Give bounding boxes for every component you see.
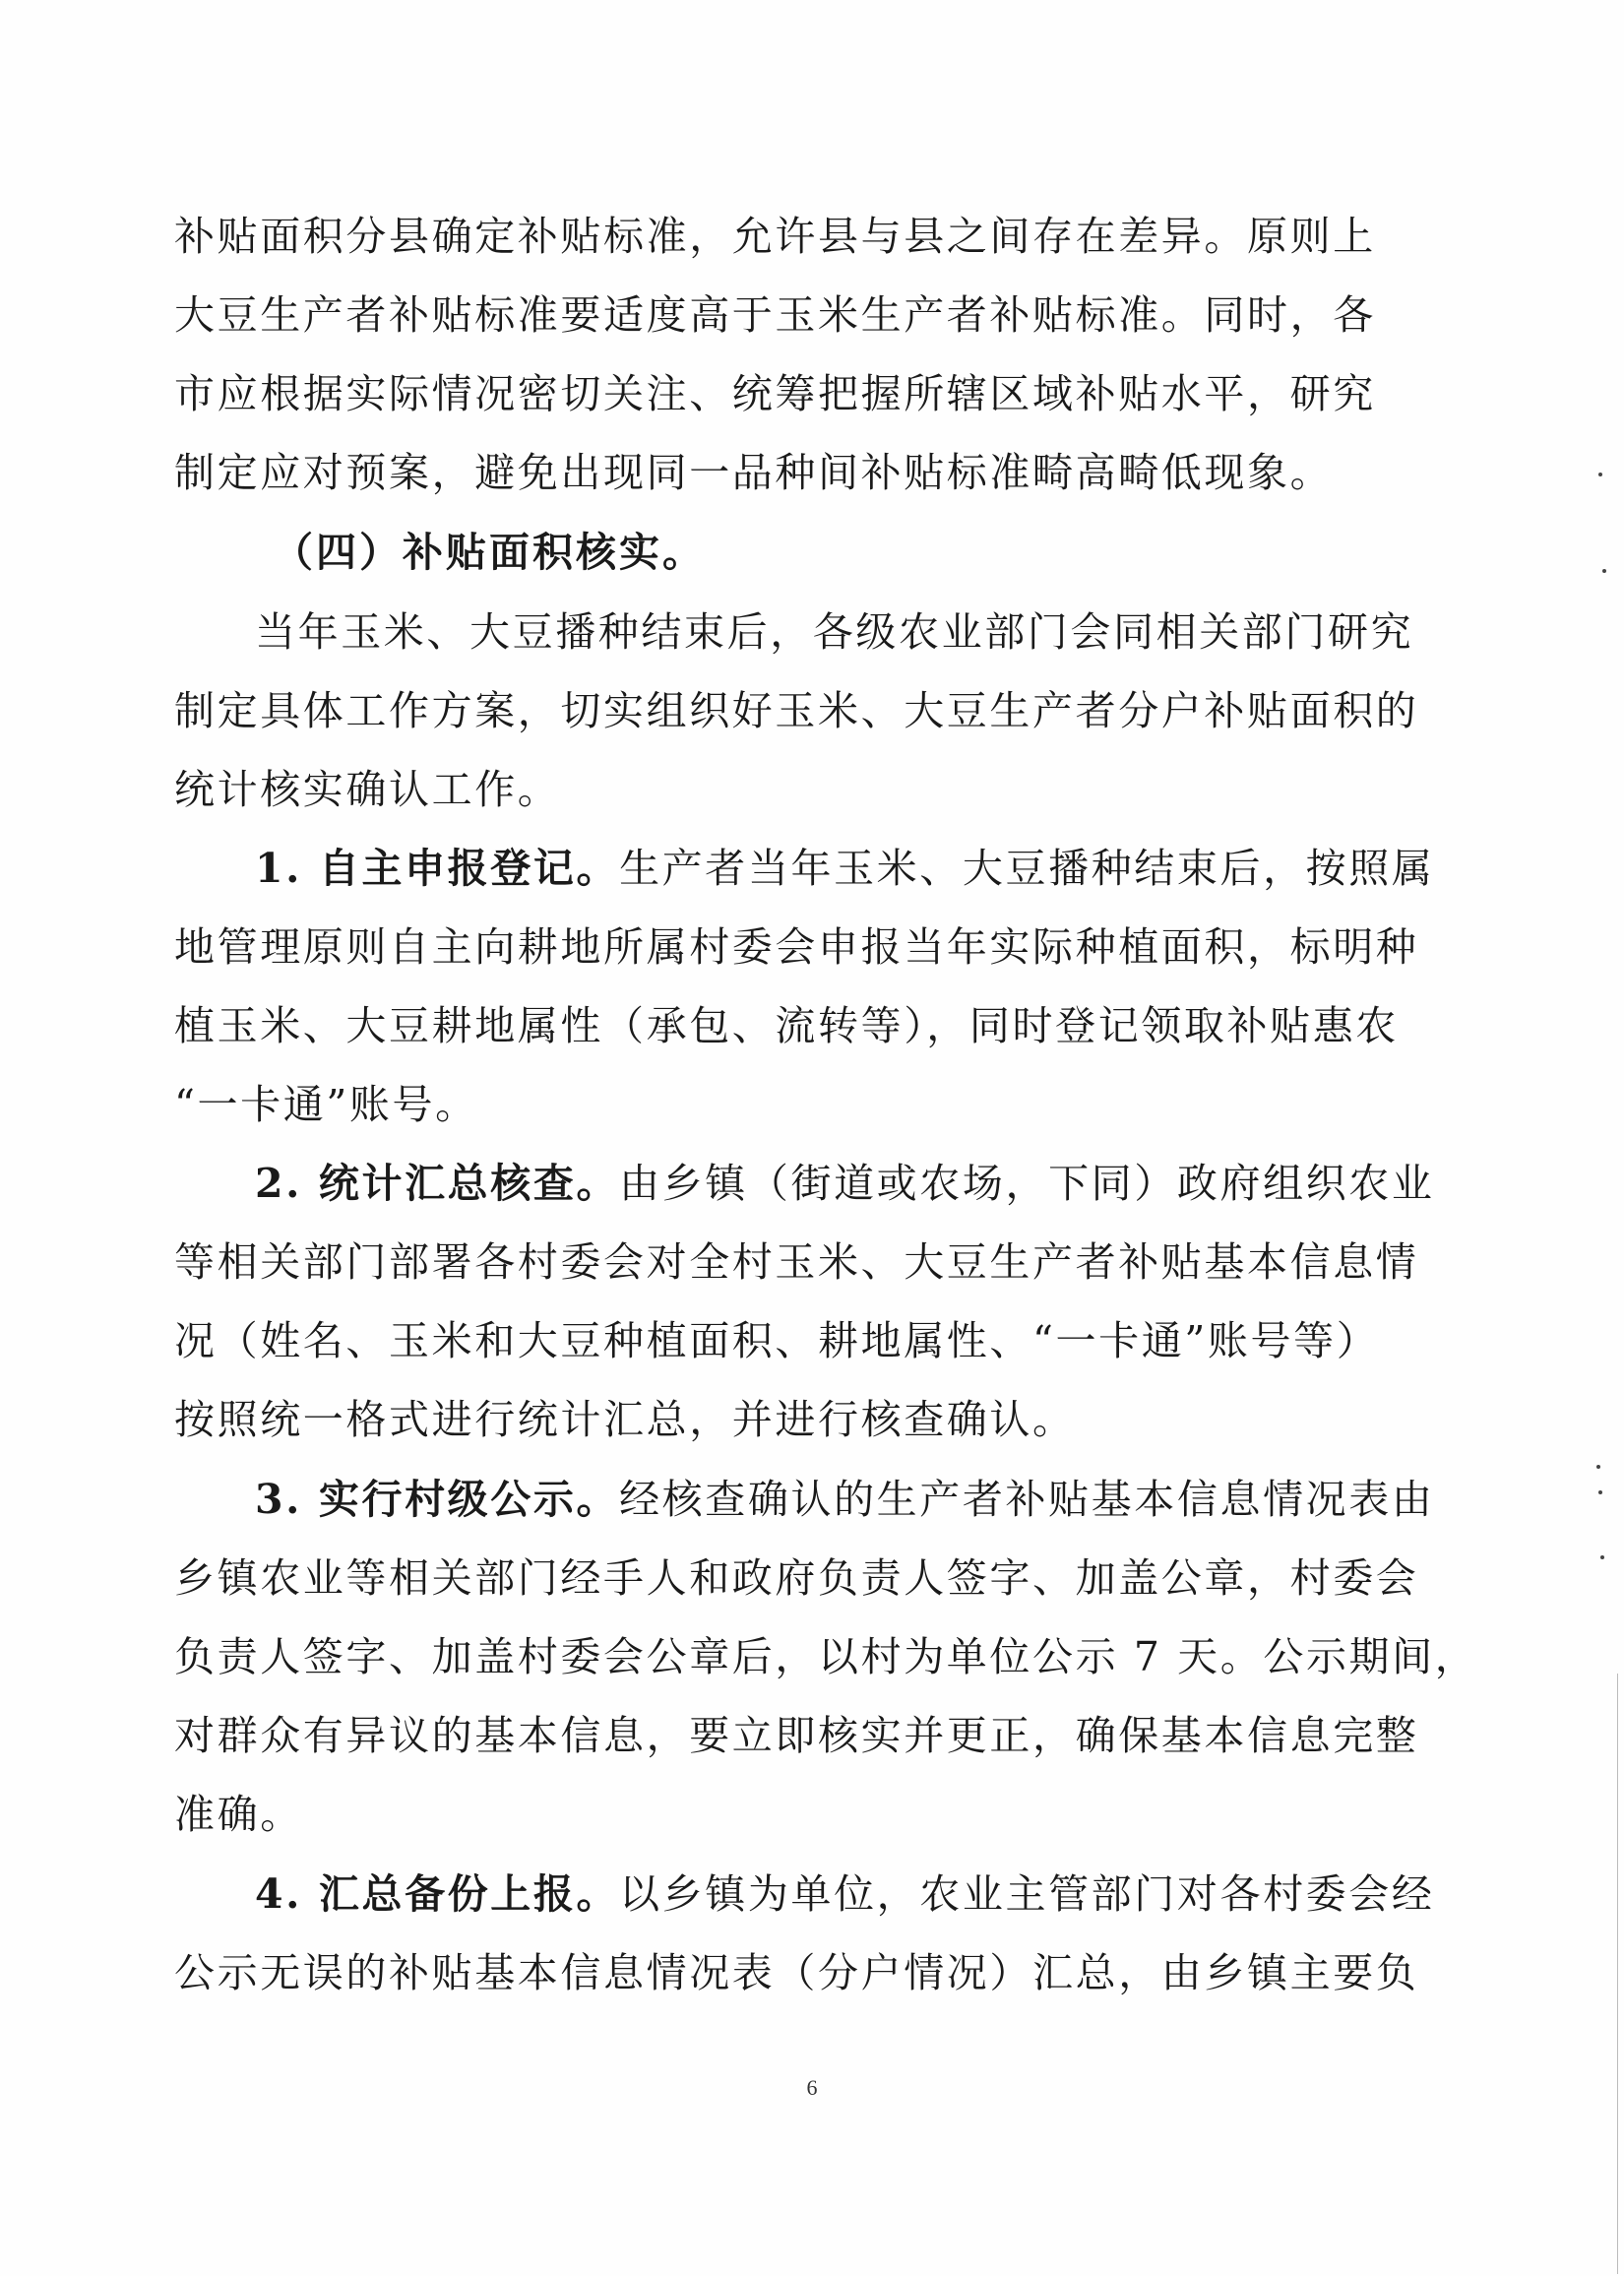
scan-edge-line — [1617, 1674, 1618, 2274]
line-text: 市应根据实际情况密切关注、统筹把握所辖区域补贴水平，研究 — [174, 370, 1376, 417]
paragraph-line — [174, 448, 1333, 497]
paragraph-line — [174, 1790, 303, 1839]
line-text: 准确。 — [174, 1791, 303, 1838]
line-text: 经核查确认的生产者补贴基本信息情况表由 — [619, 1476, 1435, 1523]
scan-speck — [1602, 569, 1606, 573]
line-text: 况（姓名、玉米和大豆种植面积、耕地属性、“一卡通”账号等） — [174, 1317, 1380, 1364]
scan-speck — [1600, 1555, 1604, 1559]
line-text: 制定应对预案，避免出现同一品种间补贴标准畸高畸低现象。 — [174, 449, 1334, 496]
scan-speck — [1598, 1490, 1602, 1494]
item-heading: 2. 统计汇总核查。 — [255, 1160, 620, 1207]
line-text: 植玉米、大豆耕地属性（承包、流转等），同时登记领取补贴惠农 — [174, 1002, 1399, 1049]
paragraph-line — [174, 1080, 478, 1129]
line-text: 生产者当年玉米、大豆播种结束后，按照属 — [619, 845, 1435, 892]
line-text: 补贴面积分县确定补贴标准，允许县与县之间存在差异。原则上 — [174, 213, 1376, 260]
paragraph-line — [255, 1869, 1434, 1919]
item-heading: 4. 汇总备份上报。 — [255, 1870, 620, 1918]
paragraph-line — [174, 1001, 1399, 1050]
line-text: 对群众有异议的基本信息，要立即核实并更正，确保基本信息完整 — [174, 1712, 1419, 1759]
paragraph-line — [174, 1316, 1379, 1365]
line-text: 大豆生产者补贴标准要适度高于玉米生产者补贴标准。同时，各 — [174, 291, 1376, 339]
paragraph-line — [255, 1159, 1434, 1208]
line-text: 以乡镇为单位，农业主管部门对各村委会经 — [619, 1870, 1435, 1918]
line-text: 公示无误的补贴基本信息情况表（分户情况）汇总，由乡镇主要负 — [174, 1949, 1419, 1996]
line-text: 制定具体工作方案，切实组织好玉米、大豆生产者分户补贴面积的 — [174, 687, 1419, 734]
line-text: 当年玉米、大豆播种结束后，各级农业部门会同相关部门研究 — [255, 608, 1414, 656]
paragraph-line — [174, 1711, 1418, 1760]
paragraph-line — [255, 844, 1434, 893]
paragraph-line — [174, 290, 1376, 340]
paragraph-line — [174, 1553, 1418, 1603]
paragraph-line — [255, 1475, 1434, 1524]
paragraph-line — [174, 922, 1418, 972]
line-text: 按照统一格式进行统计汇总，并进行核查确认。 — [174, 1396, 1076, 1443]
paragraph-line — [174, 1395, 1076, 1444]
paragraph-line — [174, 1948, 1418, 1997]
line-text: “一卡通”账号。 — [174, 1081, 478, 1128]
paragraph-line — [174, 1237, 1418, 1287]
page-number: 6 — [806, 2075, 818, 2100]
paragraph-line — [174, 212, 1376, 261]
paragraph-line — [255, 607, 1413, 657]
item-heading: 3. 实行村级公示。 — [255, 1476, 620, 1523]
scan-speck — [1596, 1465, 1600, 1469]
line-text: 等相关部门部署各村委会对全村玉米、大豆生产者补贴基本信息情 — [174, 1238, 1419, 1286]
scan-speck — [1598, 473, 1602, 476]
section-heading-text: （四）补贴面积核实。 — [273, 529, 706, 576]
line-text: 乡镇农业等相关部门经手人和政府负责人签字、加盖公章，村委会 — [174, 1554, 1419, 1602]
line-text: 地管理原则自主向耕地所属村委会申报当年实际种植面积，标明种 — [174, 923, 1419, 971]
paragraph-line — [174, 369, 1376, 418]
paragraph-line — [174, 1632, 1477, 1681]
line-text: 统计核实确认工作。 — [174, 766, 561, 813]
line-text: 由乡镇（街道或农场，下同）政府组织农业 — [619, 1160, 1435, 1207]
line-text: 负责人签字、加盖村委会公章后，以村为单位公示 7 天。公示期间， — [174, 1633, 1478, 1680]
paragraph-line — [174, 765, 560, 814]
paragraph-line — [174, 686, 1418, 735]
item-heading: 1. 自主申报登记。 — [255, 845, 620, 892]
section-heading — [273, 528, 706, 577]
